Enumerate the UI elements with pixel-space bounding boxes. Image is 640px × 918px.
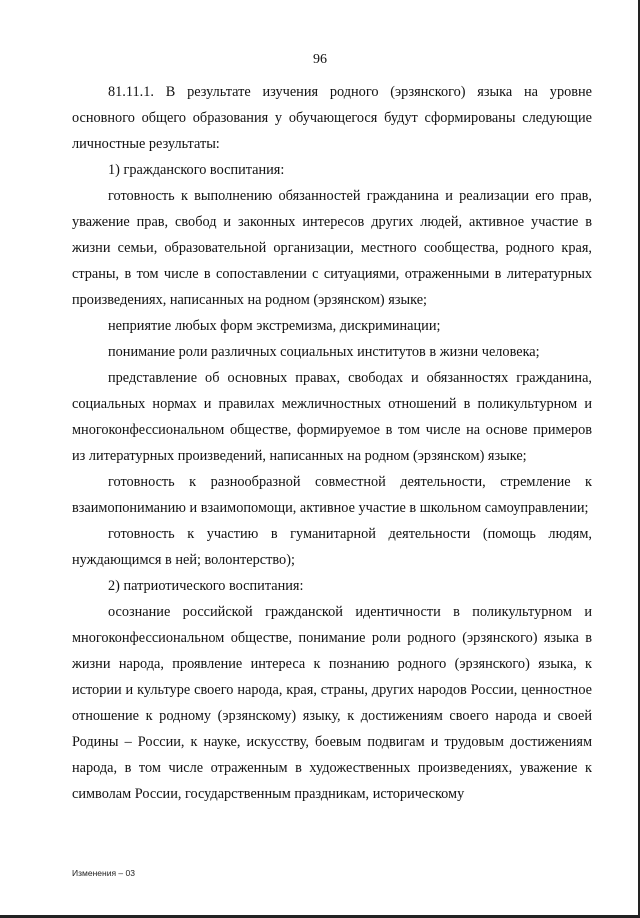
paragraph-civic-identity: осознание российской гражданской идентичности в поликультурном и многоконфессиональном обществе, понимание роли родного (эрзянского) языка в жизни народа, проявление интереса к познанию родного (эрзянского) языка, к истории и культуре своего народа, края, страны, других народов России, ценностное отношение к родному (эрзянскому) языку, к достижениям своего народа и своей Родины – России, к науке, искусству, боевым подвигам и трудовым достижениям народа, в том числе отраженным в художественных произведениях, уважение к символам России, государственным праздникам, историческому <box>72 604 592 802</box>
paragraph-readiness-duties: готовность к выполнению обязанностей гражданина и реализации его прав, уважение прав, свобод и законных интересов других людей, активное участие в жизни семьи, образовательной организации, местного сообщества, родного края, страны, в том числе в сопоставлении с ситуациями, отраженными в литературных произведениях, написанных на родном (эрзянском) языке; <box>72 188 592 308</box>
paragraph-rights-freedoms: представление об основных правах, свободах и обязанностях гражданина, социальных нормах и правилах межличностных отношений в поликультурном и многоконфессиональном обществе, формируемое в том числе на основе примеров из литературных произведений, написанных на родном (эрзянском) языке; <box>72 370 592 464</box>
document-body <box>72 79 592 807</box>
heading-civic-education: 1) гражданского воспитания: <box>108 162 285 178</box>
paragraph-intro: 81.11.1. В результате изучения родного (эрзянского) языка на уровне основного общего образования у обучающегося будут сформированы следующие личностные результаты: <box>72 84 592 152</box>
heading-patriotic-education: 2) патриотического воспитания: <box>108 578 304 594</box>
paragraph-social-institutions: понимание роли различных социальных институтов в жизни человека; <box>108 344 540 360</box>
paragraph-rejection-extremism: неприятие любых форм экстремизма, дискриминации; <box>108 318 441 334</box>
paragraph-humanitarian-activity: готовность к участию в гуманитарной деятельности (помощь людям, нуждающимся в ней; волонтерство); <box>72 526 592 568</box>
footer-revision-note: Изменения – 03 <box>72 868 135 878</box>
paragraph-joint-activity: готовность к разнообразной совместной деятельности, стремление к взаимопониманию и взаимопомощи, активное участие в школьном самоуправлении; <box>72 474 592 516</box>
page-number: 96 <box>313 52 327 67</box>
